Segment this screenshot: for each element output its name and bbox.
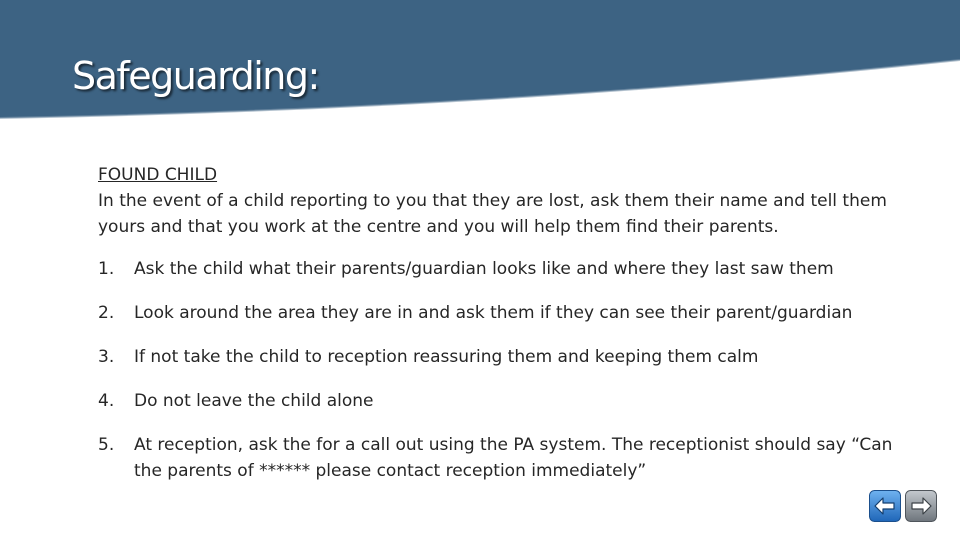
list-item-number: 3. [98,347,115,367]
previous-button[interactable] [869,490,901,522]
steps-list [98,256,898,484]
list-item-number: 4. [98,391,115,411]
list-item [98,432,898,484]
list-item-text: Look around the area they are in and ask them if they can see their parent/guardian [134,303,853,323]
list-item [98,344,898,370]
list-item [98,388,898,414]
list-item [98,256,898,282]
list-item-number: 1. [98,259,115,279]
list-item-number: 5. [98,435,115,455]
list-item-text: Do not leave the child alone [134,391,374,411]
list-item-text: If not take the child to reception reassuring them and keeping them calm [134,347,759,367]
slide-content [98,162,898,502]
list-item-text: Ask the child what their parents/guardian looks like and where they last saw them [134,259,834,279]
list-item-text: At reception, ask the for a call out using the PA system. The receptionist should say “Can the parents of ****** please contact reception immediately” [134,435,893,481]
intro-paragraph: In the event of a child reporting to you that they are lost, ask them their name and tell them yours and that you work at the centre and you will help them find their parents. [98,191,887,237]
slide-title: Safeguarding: [72,54,319,98]
title-banner [0,0,960,125]
list-item [98,300,898,326]
list-item-number: 2. [98,303,115,323]
slide-navigation [869,490,937,522]
next-button[interactable] [905,490,937,522]
section-heading: FOUND CHILD [98,165,218,185]
